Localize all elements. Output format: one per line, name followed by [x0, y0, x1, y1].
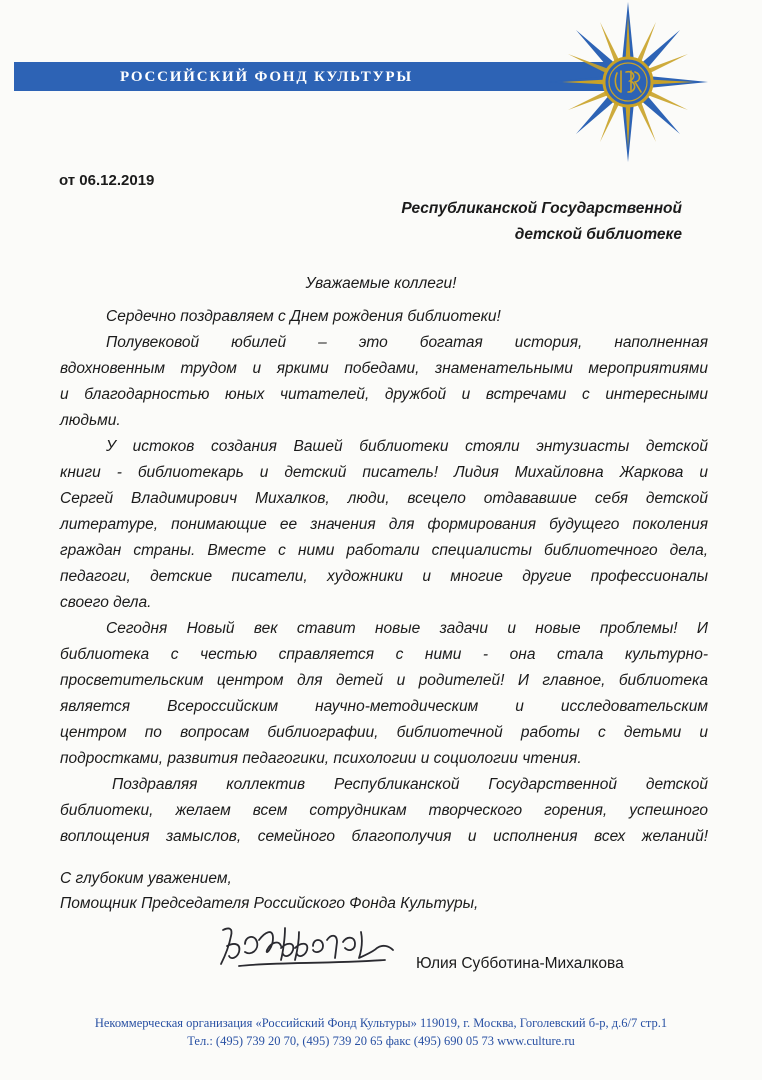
- star-emblem-icon: [548, 2, 708, 162]
- body-line: Сегодня Новый век ставит новые задачи и новые проблемы! И: [106, 620, 708, 637]
- addressee-line-1: Республиканской Государственной: [401, 200, 682, 217]
- body-line: вдохновенным трудом и яркими победами, знаменательными мероприятиями: [60, 360, 708, 377]
- body-line: библиотека с честью справляется с ними - она стала культурно-: [60, 646, 708, 663]
- footer-address: Некоммерческая организация «Российский Фонд Культуры» 119019, г. Москва, Гоголевский б-р, д.6/7 стр.1: [94, 1016, 668, 1030]
- body-line: и благодарностью юных читателей, дружбой и встречами с интересными: [60, 386, 708, 403]
- body-line: является Всероссийским научно-методическим и исследовательским: [60, 698, 708, 715]
- body-line: Сергей Владимирович Михалков, люди, всецело отдававшие себя детской: [60, 490, 708, 507]
- body-line: литературе, понимающие ее значения для формирования будущего поколения: [60, 516, 708, 533]
- footer-contacts: Тел.: (495) 739 20 70, (495) 739 20 65 факс (495) 690 05 73 www.culture.ru: [187, 1034, 575, 1048]
- letter-date: от 06.12.2019: [59, 172, 155, 189]
- body-line: педагоги, детские писатели, художники и многие другие профессионалы: [60, 568, 708, 585]
- body-line: библиотеки, желаем всем сотрудникам творческого горения, успешного: [60, 802, 708, 819]
- body-line: граждан страны. Вместе с ними работали специалисты библиотечного дела,: [60, 542, 708, 559]
- body-line: людьми.: [60, 412, 121, 429]
- body-line: книги - библиотекарь и детский писатель! Лидия Михайловна Жаркова и: [60, 464, 708, 481]
- handwritten-signature: [215, 918, 400, 973]
- body-line: Поздравляя коллектив Республиканской Государственной детской: [112, 776, 708, 793]
- closing-line-2: Помощник Председателя Российского Фонда Культуры,: [60, 895, 479, 912]
- body-line: воплощения замыслов, семейного благополучия и исполнения всех желаний!: [60, 828, 708, 845]
- closing-line-1: С глубоким уважением,: [60, 870, 232, 887]
- body-line: центром по вопросам библиографии, библиотечной работы с детьми и: [60, 724, 708, 741]
- body-line: своего дела.: [60, 594, 152, 611]
- body-line: Полувековой юбилей – это богатая история, наполненная: [106, 334, 708, 351]
- signer-name: Юлия Субботина-Михалкова: [416, 955, 624, 972]
- salutation: Уважаемые коллеги!: [305, 275, 457, 292]
- body-line: Сердечно поздравляем с Днем рождения библиотеки!: [106, 308, 501, 325]
- body-line: просветительским центром для детей и родителей! И главное, библиотека: [60, 672, 708, 689]
- body-line: подростками, развития педагогики, психологии и социологии чтения.: [60, 750, 582, 767]
- org-name: РОССИЙСКИЙ ФОНД КУЛЬТУРЫ: [120, 69, 413, 85]
- addressee-line-2: детской библиотеке: [514, 226, 682, 243]
- body-line: У истоков создания Вашей библиотеки стояли энтузиасты детской: [106, 438, 708, 455]
